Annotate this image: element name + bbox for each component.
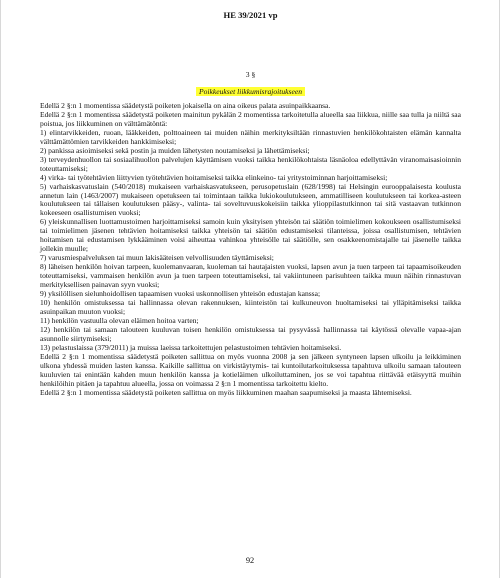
list-item: 6) yleiskunnallisen luottamustoimen harjoittamiseksi samoin kuin yksityisen yhteisön tai säätiön toimielimen kokoukseen osallistumiseksi tai toimielimen jäsenen tehtävien hoitamiseksi taikka yhteisön tai säätiön edustamiseksi tilanteissa, joissa osallistumisen, tehtävien hoitamisen tai edustamisen lykkääminen voisi aiheuttaa vahinkoa yhteisölle tai säätiölle, sen osakkeenomistajalle tai jäsenelle taikka jollekin muulle; bbox=[40, 217, 461, 254]
list-item: 1) elintarvikkeiden, ruoan, lääkkeiden, polttoaineen tai muiden näihin merkityksiltään rinnastuvien henkilökohtaisten elämän kannalta välttämättömien tarvikkeiden hankkimiseksi; bbox=[40, 127, 461, 146]
list-item: 5) varhaiskasvatuslain (540/2018) mukaiseen varhaiskasvatukseen, perusopetuslain (628/1998) tai Helsingin eurooppalaisesta koulusta annetun lain (1463/2007) mukaiseen opetukseen tai toimintaan taikka lukiokoulutukseen, ammatilliseen koulutukseen tai korkea-asteen koulutukseen tai tällaisen koulutuksen pääsy-, valinta- tai soveltuvuuskokeisiin taikka ylioppilastutkinnon tai sitä vastaavan tutkinnon kokeeseen osallistumisen vuoksi; bbox=[40, 181, 461, 218]
paragraph: Edellä 2 §:n 1 momentissa säädetystä poiketen jokaisella on aina oikeus palata asuinpaikkaansa. bbox=[40, 101, 331, 110]
document-header: HE 39/2021 vp bbox=[223, 10, 278, 20]
list-item: 11) henkilön vastuulla olevan eläimen hoitoa varten; bbox=[40, 315, 199, 325]
list-item: 9) yksilöllisen sielunhoidollisen tapaamisen vuoksi uskonnollisen yhteisön edustajan kanssa; bbox=[40, 289, 321, 299]
list-item: 12) henkilön tai samaan talouteen kuuluvan toisen henkilön omistuksessa tai pysyvässä hallinnassa tai käytössä olevalle vapaa-ajan asunnolle siirtymiseksi; bbox=[40, 324, 461, 343]
section-number: 3 § bbox=[245, 70, 256, 79]
list-item: 10) henkilön omistuksessa tai hallinnassa olevan rakennuksen, kiinteistön tai kulkuneuvon huoltamiseksi tai ylläpitämiseksi taikka asuinpaikan muuton vuoksi; bbox=[40, 297, 461, 316]
list-item: 4) virka- tai työtehtävien liittyvien työtehtävien hoitamiseksi taikka elinkeino- tai yritystoiminnan harjoittamiseksi; bbox=[40, 172, 388, 182]
paragraph: Edellä 2 §:n 1 momentissa säädetystä poiketen mainitun pykälän 2 momentissa tarkoitetulla alueella saa liikkua, niille saa tulla ja niiltä saa poistua, jos liikkuminen on välttämätöntä: bbox=[40, 109, 461, 128]
page-number: 92 bbox=[245, 556, 255, 565]
list-item: 8) läheisen henkilön hoivan tarpeen, kuolemanvaaran, kuoleman tai hautajaisten vuoksi, lapsen avun ja tuen tarpeen tai tapaamisoikeuden toteuttamiseksi, vammaisen henkilön avun ja tuen tarpeen toteuttamiseksi, tai vakiintuneen parisuhteen taikka muun näihin rinnastuvan merkityksellisen painavan syyn vuoksi; bbox=[40, 262, 461, 290]
list-item: 13) pelastuslaissa (379/2011) ja muissa laeissa tarkoitettujen pelastustoimen tehtävien hoitamiseksi. bbox=[40, 342, 342, 352]
paragraph: Edellä 2 §:n 1 momentissa säädetystä poiketen sallittua on myös liikkuminen maahan saapumiseksi ja maasta lähtemiseksi. bbox=[40, 387, 412, 397]
paragraph: Edellä 2 §:n 1 momentissa säädetystä poiketen sallittua on myös vuonna 2008 ja sen jälkeen syntyneen lapsen ulkoilu ja leikkiminen ulkona yhdessä muiden lasten kanssa. Kaikille sallittua on virkistäytymis- tai kuntoilutarkoituksessa tapahtuva ulkoilu samaan talouteen kuuluvien tai enintään kahden muun henkilön kanssa ja kotieläimen ulkoiluttaminen, jos se voi tapahtua riittävää etäisyyttä muihin henkilöihin pitäen ja tapahtuu alueella, jossa on voimassa 2 §:n 1 momentissa tarkoitettu kielto. bbox=[40, 351, 461, 388]
list-item: 3) terveydenhuollon tai sosiaalihuollon palvelujen käyttämisen vuoksi taikka henkilökohtaista läsnäoloa edellyttävän viranomaisasioinnin toteuttamiseksi; bbox=[40, 154, 461, 173]
section-body bbox=[40, 102, 461, 397]
section-title-highlighted: Poikkeukset liikkumisrajoitukseen bbox=[196, 87, 305, 96]
list-item: 7) varusmiespalveluksen tai muun lakisääteisen velvollisuuden täyttämiseksi; bbox=[40, 253, 274, 263]
list-item: 2) pankissa asioimiseksi sekä postin ja muiden lähetysten noutamiseksi ja lähettämiseksi; bbox=[40, 145, 310, 155]
section-title-wrap bbox=[40, 85, 461, 96]
